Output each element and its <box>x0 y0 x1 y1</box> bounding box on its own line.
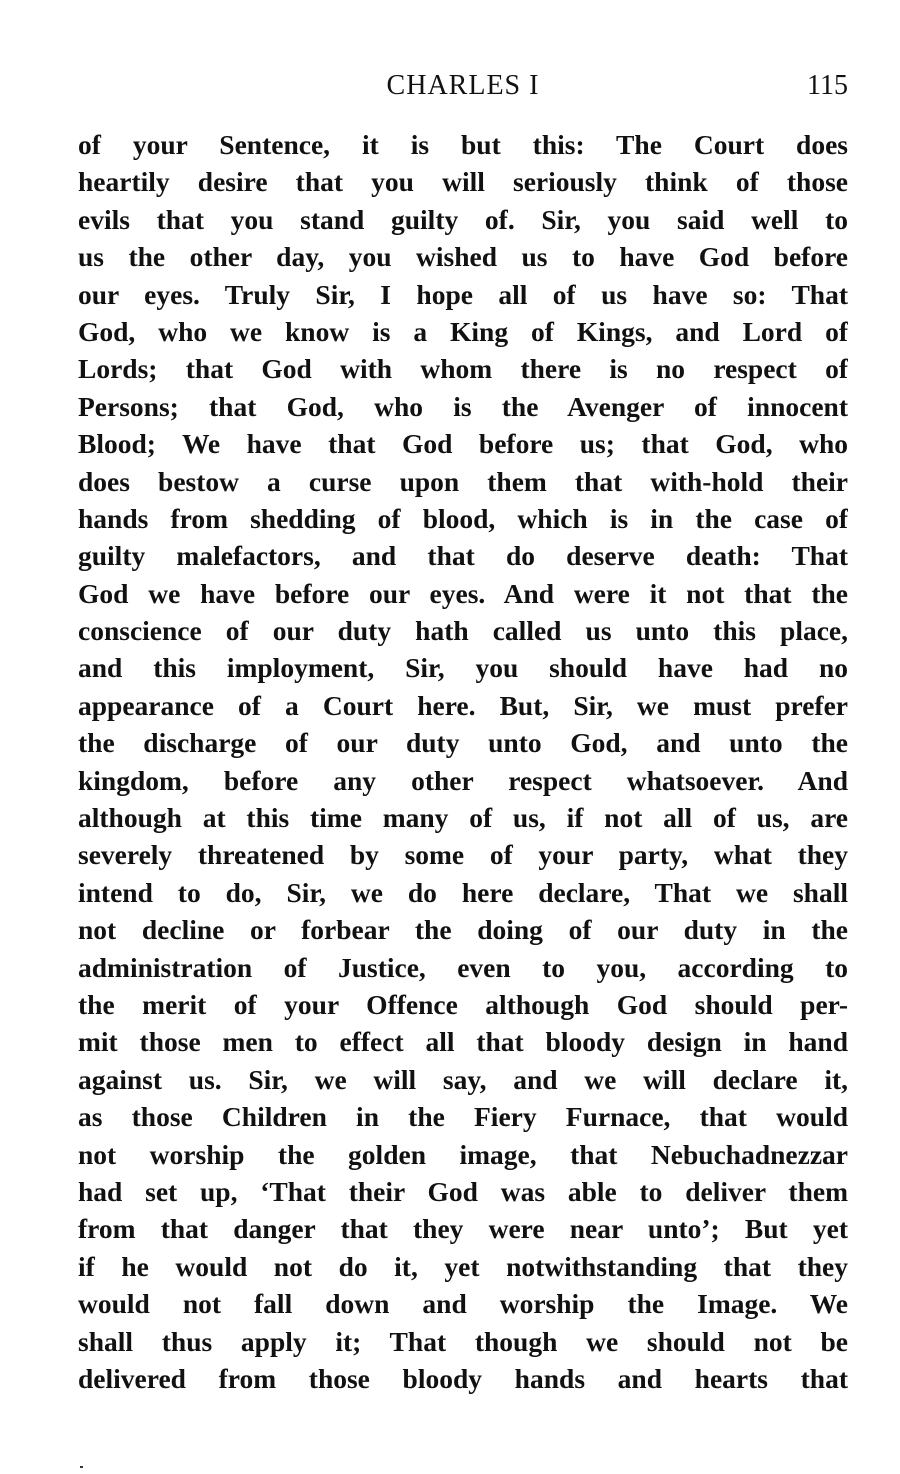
text-line: and this imployment, Sir, you should have had no <box>78 652 848 684</box>
text-line: as those Children in the Fiery Furnace, that would <box>78 1101 848 1133</box>
text-line: severely threatened by some of your party, what they <box>78 839 848 871</box>
running-title: CHARLES I <box>386 70 540 101</box>
body-text <box>78 126 848 1397</box>
text-line: us the other day, you wished us to have God before <box>78 241 848 273</box>
text-line: although at this time many of us, if not all of us, are <box>78 802 848 834</box>
text-line: would not fall down and worship the Image. We <box>78 1288 848 1320</box>
text-line: does bestow a curse upon them that with-hold their <box>78 465 848 497</box>
text-line: of your Sentence, it is but this: The Court does <box>78 129 848 160</box>
text-line: evils that you stand guilty of. Sir, you said well to <box>78 203 848 235</box>
text-line: God we have before our eyes. And were it not that the <box>78 577 848 609</box>
text-line: heartily desire that you will seriously think of those <box>78 166 848 198</box>
text-line: Blood; We have that God before us; that God, who <box>78 428 848 460</box>
text-line: shall thus apply it; That though we should not be <box>78 1325 848 1357</box>
text-line: God, who we know is a King of Kings, and Lord of <box>78 315 848 347</box>
text-line: had set up, ‘That their God was able to deliver them <box>78 1175 848 1207</box>
text-line: kingdom, before any other respect whatsoever. And <box>78 764 848 796</box>
text-line: mit those men to effect all that bloody design in hand <box>78 1026 848 1058</box>
text-line: administration of Justice, even to you, according to <box>78 951 848 983</box>
text-line: hands from shedding of blood, which is in the case of <box>78 502 848 534</box>
text-line: intend to do, Sir, we do here declare, That we shall <box>78 876 848 908</box>
text-line: against us. Sir, we will say, and we will declare it, <box>78 1063 848 1095</box>
page-number: 115 <box>807 70 848 101</box>
text-line: not worship the golden image, that Nebuchadnezzar <box>78 1138 848 1170</box>
text-line: if he would not do it, yet notwithstanding that they <box>78 1250 848 1282</box>
text-line: appearance of a Court here. But, Sir, we must prefer <box>78 689 848 721</box>
text-line: delivered from those bloody hands and hearts that <box>78 1362 848 1394</box>
text-line: our eyes. Truly Sir, I hope all of us have so: That <box>78 278 848 310</box>
text-line: not decline or forbear the doing of our duty in the <box>78 914 848 946</box>
text-line: conscience of our duty hath called us unto this place, <box>78 615 848 647</box>
text-line: Persons; that God, who is the Avenger of innocent <box>78 390 848 422</box>
text-line: the merit of your Offence although God should per- <box>78 988 848 1020</box>
text-line: the discharge of our duty unto God, and unto the <box>78 727 848 759</box>
ink-speck <box>80 1466 83 1468</box>
running-head <box>78 66 848 106</box>
text-line: from that danger that they were near unto’; But yet <box>78 1213 848 1245</box>
text-line: Lords; that God with whom there is no respect of <box>78 353 848 385</box>
text-line: guilty malefactors, and that do deserve death: That <box>78 540 848 572</box>
